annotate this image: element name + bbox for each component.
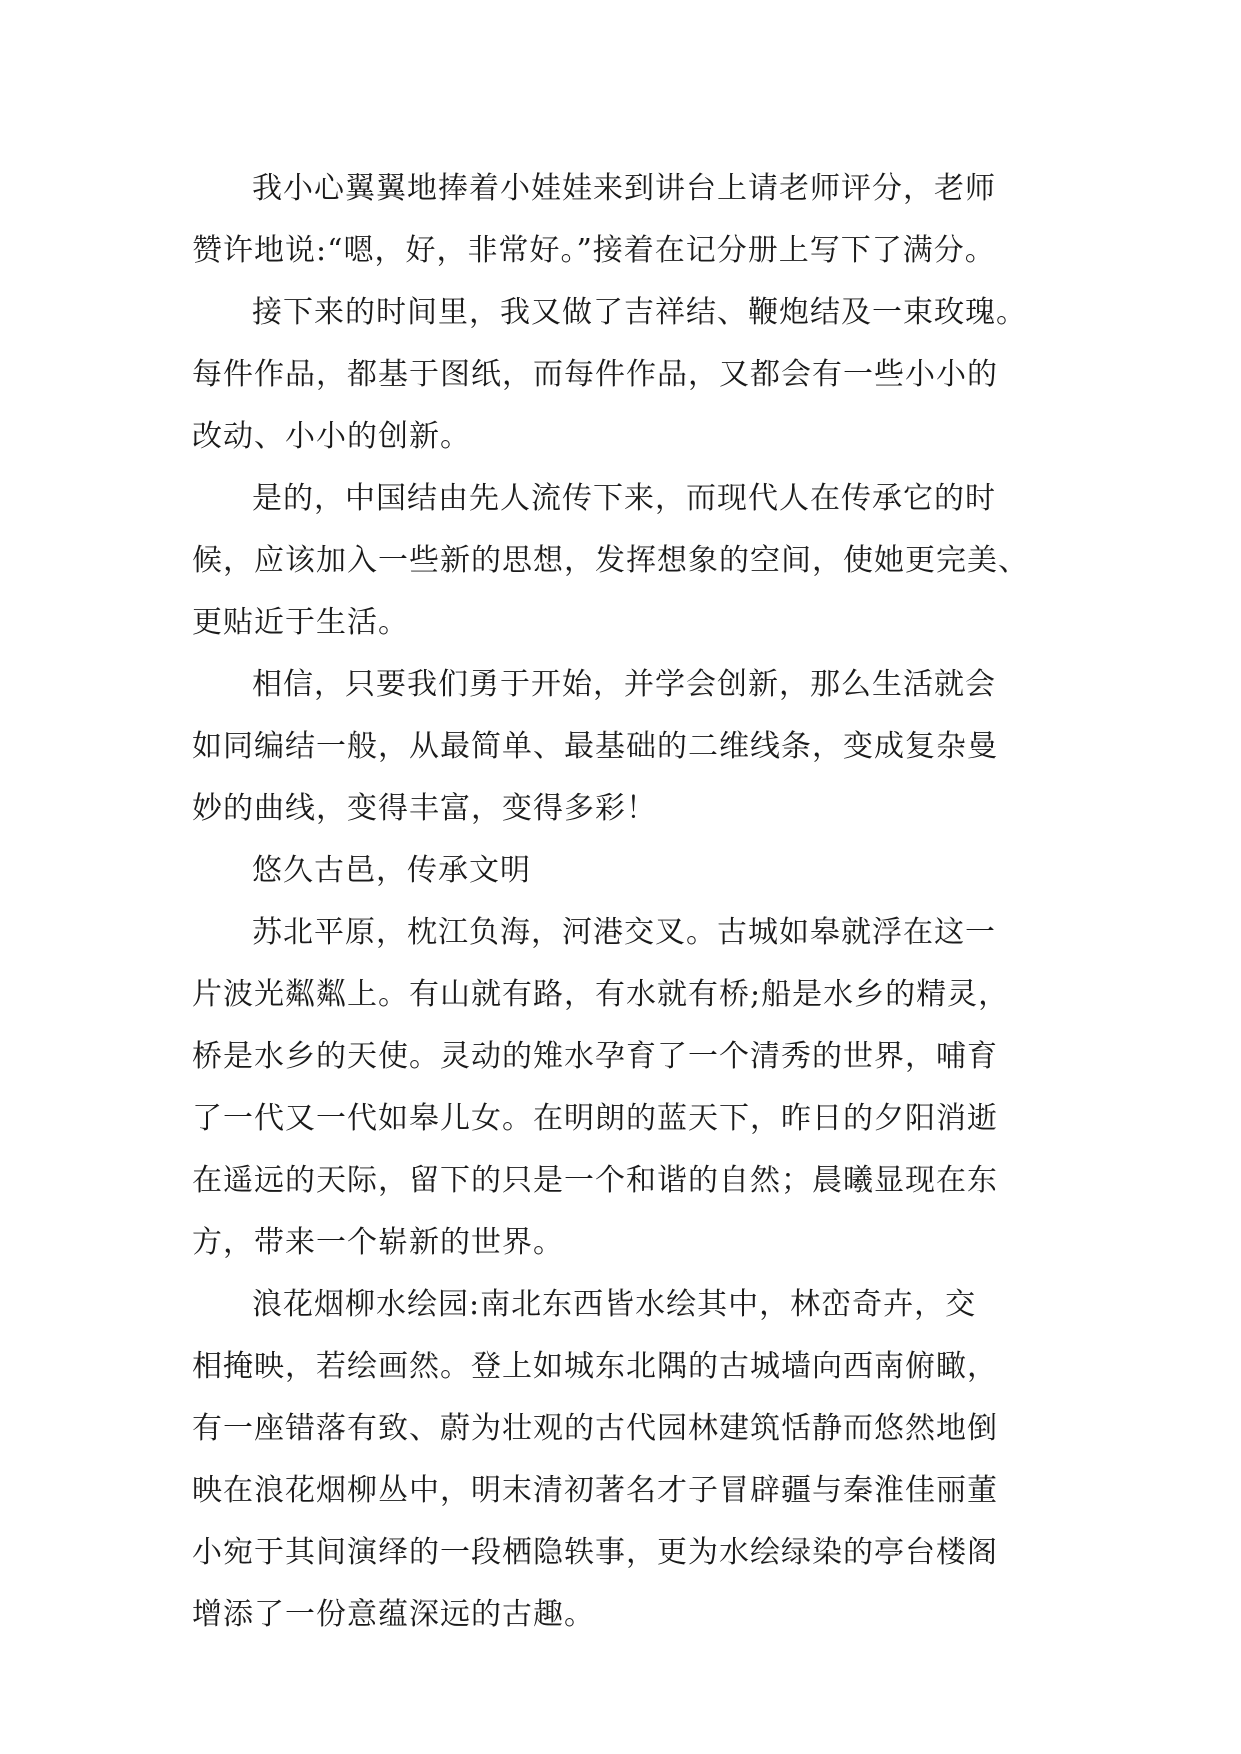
paragraph-line: 妙的曲线，变得丰富，变得多彩！ (192, 791, 657, 826)
paragraph-line: 浪花烟柳水绘园:南北东西皆水绘其中，林峦奇卉，交 (252, 1287, 977, 1322)
paragraph-line: 了一代又一代如皋儿女。在明朗的蓝天下，昨日的夕阳消逝 (192, 1101, 998, 1136)
paragraph-line: 是的，中国结由先人流传下来，而现代人在传承它的时 (252, 481, 996, 516)
paragraph-line: 片波光粼粼上。有山就有路，有水就有桥;船是水乡的精灵， (192, 977, 1010, 1012)
paragraph-line: 赞许地说:“嗯，好，非常好。”接着在记分册上写下了满分。 (192, 233, 996, 268)
body-text (192, 158, 1072, 1646)
paragraph-line: 苏北平原，枕江负海，河港交叉。古城如皋就浮在这一 (252, 915, 996, 950)
paragraph-line: 桥是水乡的天使。灵动的雉水孕育了一个清秀的世界，哺育 (192, 1039, 998, 1074)
paragraph-line: 在遥远的天际，留下的只是一个和谐的自然；晨曦显现在东 (192, 1163, 998, 1198)
paragraph-line: 方，带来一个崭新的世界。 (192, 1225, 564, 1260)
paragraph-line: 相信，只要我们勇于开始，并学会创新，那么生活就会 (252, 667, 996, 702)
paragraph-line: 小宛于其间演绎的一段栖隐轶事，更为水绘绿染的亭台楼阁 (192, 1535, 998, 1570)
paragraph-line: 更贴近于生活。 (192, 605, 409, 640)
paragraph-line: 我小心翼翼地捧着小娃娃来到讲台上请老师评分，老师 (252, 171, 996, 206)
paragraph-line: 相掩映，若绘画然。登上如城东北隅的古城墙向西南俯瞰， (192, 1349, 998, 1384)
paragraph-line: 改动、小小的创新。 (192, 419, 471, 454)
section-heading: 悠久古邑，传承文明 (252, 853, 531, 888)
paragraph-line: 接下来的时间里，我又做了吉祥结、鞭炮结及一束玫瑰。 (252, 295, 1027, 330)
paragraph-line: 每件作品，都基于图纸，而每件作品，又都会有一些小小的 (192, 357, 998, 392)
paragraph-line: 增添了一份意蕴深远的古趣。 (192, 1597, 595, 1632)
paragraph-line: 映在浪花烟柳丛中，明末清初著名才子冒辟疆与秦淮佳丽董 (192, 1473, 998, 1508)
paragraph-line: 候，应该加入一些新的思想，发挥想象的空间，使她更完美、 (192, 543, 1029, 578)
paragraph-line: 有一座错落有致、蔚为壮观的古代园林建筑恬静而悠然地倒 (192, 1411, 998, 1446)
paragraph-line: 如同编结一般，从最简单、最基础的二维线条，变成复杂曼 (192, 729, 998, 764)
